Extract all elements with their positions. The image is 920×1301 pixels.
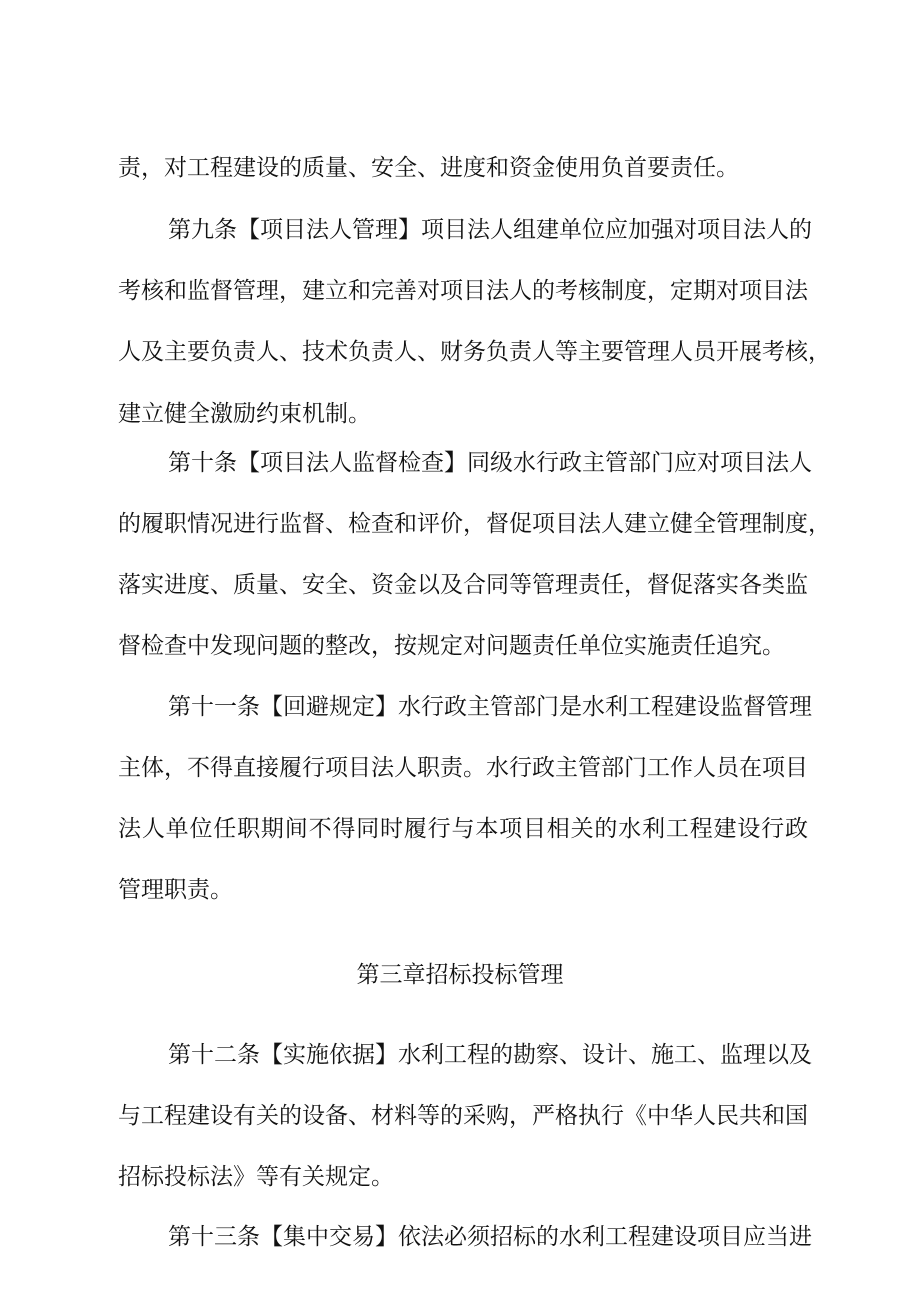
- text-line: 督检查中发现问题的整改，按规定对问题责任单位实施责任追究。: [118, 633, 785, 659]
- text-line: 落实进度、质量、安全、资金以及合同等管理责任，督促落实各类监: [118, 572, 808, 598]
- chapter-heading: 第三章招标投标管理: [356, 962, 564, 988]
- text-line: 考核和监督管理，建立和完善对项目法人的考核制度，定期对项目法: [118, 278, 808, 304]
- article-12-line: 第十二条【实施依据】水利工程的勘察、设计、施工、监理以及: [168, 1042, 812, 1068]
- text-line: 招标投标法》等有关规定。: [118, 1164, 394, 1190]
- article-10-line: 第十条【项目法人监督检查】同级水行政主管部门应对项目法人: [168, 450, 812, 476]
- text-line: 建立健全激励约束机制。: [118, 401, 371, 427]
- article-11-line: 第十一条【回避规定】水行政主管部门是水利工程建设监督管理: [168, 694, 812, 720]
- text-line: 主体，不得直接履行项目法人职责。水行政主管部门工作人员在项目: [118, 755, 808, 781]
- text-line: 法人单位任职期间不得同时履行与本项目相关的水利工程建设行政: [118, 816, 808, 842]
- article-9-line: 第九条【项目法人管理】项目法人组建单位应加强对项目法人的: [168, 217, 812, 243]
- text-line: 管理职责。: [118, 877, 233, 903]
- text-line: 的履职情况进行监督、检查和评价，督促项目法人建立健全管理制度，: [118, 511, 831, 537]
- article-13-line: 第十三条【集中交易】依法必须招标的水利工程建设项目应当进: [168, 1224, 812, 1250]
- text-line: 人及主要负责人、技术负责人、财务负责人等主要管理人员开展考核，: [118, 339, 831, 365]
- text-line: 与工程建设有关的设备、材料等的采购，严格执行《中华人民共和国: [118, 1103, 808, 1129]
- text-line: 责，对工程建设的质量、安全、进度和资金使用负首要责任。: [118, 155, 739, 181]
